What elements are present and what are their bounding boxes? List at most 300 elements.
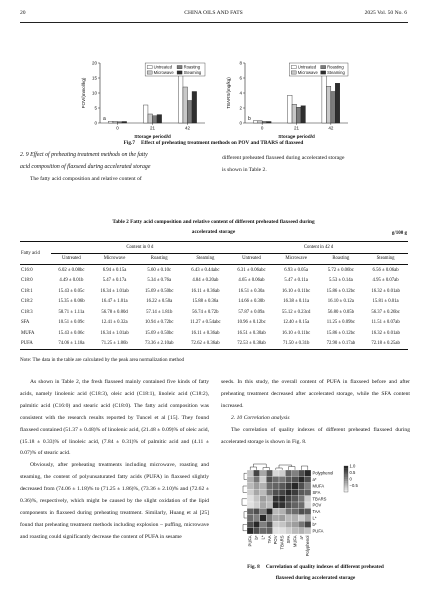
heatmap-cell xyxy=(247,496,253,502)
y-tick-label: 2 xyxy=(239,105,242,111)
heatmap-row-label: TAA xyxy=(312,509,321,515)
heatmap-cell xyxy=(305,502,311,508)
heatmap-cell xyxy=(285,508,291,514)
heatmap-cell xyxy=(247,483,253,489)
table2-subheader: Untreated xyxy=(229,253,274,265)
y-tick-label: 10 xyxy=(91,90,97,96)
heatmap-cell xyxy=(298,476,304,482)
heatmap-row-label: TBARS xyxy=(312,496,327,502)
y-axis-label: POV/(mmol/kg) xyxy=(81,77,86,109)
heatmap-cell xyxy=(279,521,285,527)
heatmap-cell xyxy=(273,521,279,527)
heatmap-cell xyxy=(253,528,259,534)
x-tick-label: 21 xyxy=(293,125,300,131)
heatmap-cell xyxy=(285,483,291,489)
colorbar-segment xyxy=(344,490,348,492)
heatmap-row-label: L* xyxy=(312,515,317,521)
section-2-9-title-line1: 2. 9 Effect of preheating treatment methods on the fatty xyxy=(20,152,148,158)
heatmap-cell xyxy=(266,521,272,527)
table-row xyxy=(20,265,408,276)
heatmap-cell xyxy=(260,508,266,514)
heatmap-cell xyxy=(292,515,298,521)
table2-title-line1: Table 2 Fatty acid composition and relative content of different preheated flaxseed during xyxy=(112,219,315,225)
legend-label: Untreated xyxy=(297,64,317,70)
dendrogram-branch xyxy=(244,473,247,479)
table2-value-cell: 55.12 ± 0.23cd xyxy=(281,309,311,315)
y-tick-label: 0 xyxy=(94,120,97,126)
table2-value-cell: 72.62 ± 0.36ab xyxy=(182,339,230,350)
colorbar-tick-label: 0.5 xyxy=(349,470,356,475)
heatmap-cell xyxy=(292,470,298,476)
heatmap-cell xyxy=(298,528,304,534)
table2-value-cell: 10.51 ± 0.09c xyxy=(58,320,85,326)
y-tick-label: 5 xyxy=(94,105,97,111)
bar xyxy=(322,71,326,123)
section-2-9-intro-right-line2: is shown in Table 2. xyxy=(222,166,267,173)
table2-value-cell: 16.34 ± 1.01ab xyxy=(100,288,129,294)
table-row xyxy=(20,276,408,287)
heatmap-cell xyxy=(298,470,304,476)
heatmap-cell xyxy=(247,508,253,514)
table2-value-cell: 6.94 ± 0.15a xyxy=(102,267,127,273)
bar xyxy=(288,95,292,123)
heatmap-cell xyxy=(292,483,298,489)
header-rule xyxy=(20,22,408,23)
fig8-caption-number: Fig. 8 xyxy=(247,564,260,570)
heatmap-cell xyxy=(266,502,272,508)
heatmap-cell xyxy=(285,470,291,476)
section-2-10-title: 2. 10 Correlation analysis xyxy=(231,414,290,421)
section-2-9-intro-right-line1: different preheated flaxseed during accelerated storage xyxy=(222,155,345,161)
bar xyxy=(113,122,118,124)
table2-value-cell: 71.50 ± 0.31b xyxy=(274,339,319,350)
colorbar-segment xyxy=(344,488,348,490)
fig7-caption xyxy=(0,140,427,146)
table2-fatty-acid-cell: C18:0 xyxy=(21,278,33,284)
heatmap-cell xyxy=(253,476,259,482)
heatmap-cell xyxy=(279,483,285,489)
legend-swatch xyxy=(147,66,152,69)
table2-note: Note: The data in the table are calculated by the peak area normalization method xyxy=(20,357,185,363)
page-number: 20 xyxy=(20,10,26,16)
heatmap-cell xyxy=(253,508,259,514)
y-axis-label: TBARS/(mg/kg) xyxy=(226,77,231,109)
colorbar-segment xyxy=(344,466,348,468)
table-row xyxy=(20,307,408,318)
table2-value-cell: 15.43 ± 0.06c xyxy=(58,330,85,336)
heatmap-cell xyxy=(279,496,285,502)
table2-value-cell: 15.81 ± 0.01a xyxy=(372,299,399,305)
table2-value-cell: 6.02 ± 0.08bc xyxy=(58,267,85,273)
y-tick-label: 20 xyxy=(91,60,97,66)
x-tick-label: 42 xyxy=(328,125,334,131)
table2-value-cell: 4.84 ± 0.20ab xyxy=(192,278,219,284)
heatmap-column-label: TAA xyxy=(266,535,272,544)
heatmap-cell xyxy=(305,489,311,495)
colorbar-tick-label: −0.5 xyxy=(349,483,358,488)
heatmap-cell xyxy=(253,515,259,521)
table2-subheader: Steaming xyxy=(363,253,408,265)
y-tick-label: 6 xyxy=(239,75,242,81)
table2-value-cell: 11.25 ± 0.09bc xyxy=(326,320,355,326)
heatmap-row-label: PUFA xyxy=(312,528,324,534)
table2-fatty-acid-cell: C18:2 xyxy=(21,299,33,305)
table2-value-cell: 56.80 ± 0.05b xyxy=(327,309,355,315)
heatmap-cell xyxy=(285,496,291,502)
heatmap-cell xyxy=(285,476,291,482)
heatmap-column-label: PUFA xyxy=(247,535,253,547)
legend-label: Roasting xyxy=(327,64,344,70)
bar xyxy=(153,116,158,123)
bar xyxy=(122,122,127,124)
heatmap-cell xyxy=(247,470,253,476)
bar xyxy=(178,74,183,124)
dendrogram-branch xyxy=(243,486,247,492)
heatmap-cell xyxy=(292,528,298,534)
table2-header-42d: Content in 42 d xyxy=(229,242,408,254)
table2-header-fatty-acid: Fatty acid xyxy=(20,242,51,265)
dendrogram-branch xyxy=(276,468,282,470)
heatmap-cell xyxy=(273,470,279,476)
heatmap-cell xyxy=(253,502,259,508)
section-2-9-intro-left: The fatty acid composition and relative content of xyxy=(30,175,142,182)
heatmap-cell xyxy=(298,515,304,521)
bar xyxy=(183,87,188,123)
heatmap-cell xyxy=(292,496,298,502)
heatmap-cell xyxy=(292,502,298,508)
heatmap-cell xyxy=(253,521,259,527)
x-tick-label: 21 xyxy=(149,125,156,131)
table2-value-cell: 16.10 ± 0.11bc xyxy=(282,288,311,294)
colorbar-segment xyxy=(344,479,348,481)
dendrogram-branch xyxy=(242,499,247,505)
heatmap-cell xyxy=(292,521,298,527)
table2-value-cell: 5.34 ± 0.76a xyxy=(147,278,172,284)
bar xyxy=(118,122,123,123)
heatmap-cell xyxy=(273,476,279,482)
table2-value-cell: 72.53 ± 0.38ab xyxy=(229,339,274,350)
heatmap-cell xyxy=(285,489,291,495)
table2-value-cell: 72.18 ± 0.25ab xyxy=(363,339,408,350)
heatmap-cell xyxy=(247,476,253,482)
fig8-caption xyxy=(221,562,410,584)
heatmap-cell xyxy=(298,508,304,514)
table2-fatty-acid-cell: C18:1 xyxy=(21,288,33,294)
table-row xyxy=(20,339,408,350)
heatmap-cell xyxy=(266,508,272,514)
table2-value-cell: 16.11 ± 0.36ab xyxy=(191,330,220,336)
table2-value-cell: 16.10 ± 0.12a xyxy=(327,299,354,305)
table2-value-cell: 56.78 ± 0.80d xyxy=(101,309,128,315)
legend-label: Microwave xyxy=(153,69,174,75)
bar xyxy=(292,104,296,123)
table2-header-0d: Content in 0 d xyxy=(51,242,230,254)
colorbar-segment xyxy=(344,468,348,470)
table2-value-cell: 16.32 ± 0.01ab xyxy=(371,330,400,336)
x-axis-label: Storage period/d xyxy=(278,134,315,139)
heatmap-cell xyxy=(285,521,291,527)
table2-fatty-acid-cell: C18:3 xyxy=(21,309,33,315)
legend-swatch xyxy=(321,66,326,69)
heatmap-cell xyxy=(260,502,266,508)
table2-value-cell: 58.71 ± 1.11a xyxy=(58,309,85,315)
table2-value-cell: 10.94 ± 0.72bc xyxy=(145,320,174,326)
table2-value-cell: 12.40 ± 0.15a xyxy=(283,320,310,326)
heatmap-cell xyxy=(305,528,311,534)
table2-value-cell: 5.47 ± 0.17a xyxy=(102,278,127,284)
legend-label: Roasting xyxy=(183,64,201,70)
heatmap-column-label: L* xyxy=(260,535,266,540)
heatmap-cell xyxy=(266,470,272,476)
table-row xyxy=(20,318,408,329)
table2-value-cell: 74.06 ± 1.18a xyxy=(51,339,93,350)
table2-value-cell: 16.32 ± 0.01ab xyxy=(371,288,400,294)
colorbar-segment xyxy=(344,475,348,477)
table2-value-cell: 6.31 ± 0.06abc xyxy=(237,267,266,273)
table2-value-cell: 6.56 ± 0.06ab xyxy=(372,267,399,273)
legend-label: Untreated xyxy=(153,64,173,70)
bar xyxy=(258,121,262,123)
heatmap-cell xyxy=(305,496,311,502)
right-column xyxy=(221,377,410,448)
heatmap-cell xyxy=(266,528,272,534)
table2-subheader: Roasting xyxy=(137,253,182,265)
table2-value-cell: 16.22 ± 0.50a xyxy=(146,299,173,305)
table2-value-cell: 57.14 ± 1.81b xyxy=(146,309,173,315)
y-tick-label: 15 xyxy=(91,75,97,81)
legend-swatch xyxy=(291,71,296,74)
table2-value-cell: 11.51 ± 0.07ab xyxy=(371,320,400,326)
bar xyxy=(188,101,193,124)
left-column xyxy=(20,377,209,544)
heatmap-cell xyxy=(279,515,285,521)
bar xyxy=(331,92,335,124)
heatmap-cell xyxy=(292,489,298,495)
legend-swatch xyxy=(177,71,182,74)
heatmap-cell xyxy=(279,489,285,495)
table2-value-cell: 5.60 ± 0.10c xyxy=(147,267,172,273)
table2-fatty-acid-cell: C16:0 xyxy=(21,267,33,273)
panel-label: b xyxy=(248,116,251,122)
table2-value-cell: 16.11 ± 0.36ab xyxy=(191,288,220,294)
dendrogram-branch xyxy=(301,466,307,470)
right-paragraph-1: seeds. In this study, the overall content of PUFA in flaxseed before and after preheating treatment decreased after accelerated storage, while the SFA content increased. xyxy=(221,379,410,409)
heatmap-column-label: TBARS xyxy=(279,535,285,550)
table2-value-cell: 15.69 ± 0.50bc xyxy=(145,330,174,336)
section-2-9-title-line2: acid composition of flaxseed during accelerated storage xyxy=(20,163,151,170)
legend-label: Steaming xyxy=(183,69,202,75)
heatmap-cell xyxy=(298,489,304,495)
heatmap-column-label: a* xyxy=(298,535,304,540)
heatmap-cell xyxy=(273,515,279,521)
dendrogram-branch xyxy=(243,524,247,530)
heatmap-cell xyxy=(266,515,272,521)
heatmap-cell xyxy=(260,483,266,489)
heatmap-cell xyxy=(273,483,279,489)
heatmap-cell xyxy=(260,521,266,527)
heatmap-cell xyxy=(266,483,272,489)
dendrogram-branch xyxy=(289,467,295,471)
left-paragraph-2: Obviously, after preheating treatments including microwave, roasting and steaming, the content of polyunsaturated fatty acids (PUFA) in flaxseed slightly decreased from (74.06 ± 1.18)% to (71.25 ± 1.86)%, (73.36 ± 2.10)% and (72.62 ± 0.36)%, respectively, which might be caused by the slight oxidation of the lipid components in flaxseed during preheating treatment. Similarly, Huang et al [25] found that preheating treatment methods including explosion – puffing, microwave and roasting could significantly decrease the content of PUFA in sesame xyxy=(20,462,209,540)
heatmap-cell xyxy=(247,489,253,495)
table2-fatty-acid-cell: MUFA xyxy=(21,330,35,336)
heatmap-cell xyxy=(279,470,285,476)
table2-title-line2: accelerated storage xyxy=(191,229,236,235)
x-tick-label: 0 xyxy=(260,125,264,131)
table2-value-cell: 10.96 ± 0.12bc xyxy=(237,320,266,326)
table2-value-cell: 12.41 ± 0.32a xyxy=(101,320,128,326)
fig7-caption-text: Effect of preheating treatment methods on POV and TBARS of flaxseed xyxy=(141,140,304,146)
legend-swatch xyxy=(147,71,152,74)
heatmap-cell xyxy=(298,496,304,502)
fig8-caption-line1: Correlation of quality indexes of different preheated xyxy=(265,564,384,570)
heatmap-cell xyxy=(260,515,266,521)
heatmap-cell xyxy=(285,515,291,521)
heatmap-cell xyxy=(298,502,304,508)
colorbar-segment xyxy=(344,477,348,479)
heatmap-cell xyxy=(273,496,279,502)
colorbar-segment xyxy=(344,481,348,483)
heatmap-cell xyxy=(273,502,279,508)
dendrogram-left xyxy=(242,473,247,531)
heatmap-cell xyxy=(279,528,285,534)
section-2-9-right xyxy=(222,153,412,177)
pov-bar-chart xyxy=(80,58,210,140)
legend-swatch xyxy=(177,66,182,69)
heatmap-cell xyxy=(292,476,298,482)
colorbar-segment xyxy=(344,470,348,472)
colorbar-tick-label: 1.0 xyxy=(349,463,356,469)
heatmap-cell xyxy=(260,470,266,476)
bar xyxy=(335,83,339,123)
table-row xyxy=(20,286,408,297)
table2-value-cell: 16.51 ± 0.30a xyxy=(238,288,265,294)
heatmap-cell xyxy=(298,483,304,489)
table2-value-cell: 14.66 ± 0.30b xyxy=(238,299,265,305)
bar xyxy=(297,107,301,123)
colorbar-segment xyxy=(344,473,348,475)
bar xyxy=(262,122,266,124)
colorbar-segment xyxy=(344,486,348,488)
tbars-bar-chart xyxy=(225,58,353,140)
y-tick-label: 8 xyxy=(239,60,242,66)
colorbar-segment xyxy=(344,483,348,485)
heatmap-cell xyxy=(305,476,311,482)
bar xyxy=(157,115,162,123)
table2-value-cell: 11.27 ± 0.54abc xyxy=(190,320,221,326)
table-row xyxy=(20,328,408,339)
heatmap-cell xyxy=(273,508,279,514)
heatmap-cell xyxy=(253,489,259,495)
bar xyxy=(267,122,271,124)
dendrogram-branch xyxy=(244,512,247,518)
heatmap-cell xyxy=(260,476,266,482)
table2-value-cell: 15.69 ± 0.50bc xyxy=(145,288,174,294)
table2-value-cell: 5.47 ± 0.11a xyxy=(284,278,308,284)
heatmap-column-label: b* xyxy=(254,535,259,540)
heatmap-column-label: POV xyxy=(273,535,279,545)
table2-value-cell: 71.25 ± 1.86b xyxy=(92,339,137,350)
table2 xyxy=(20,241,408,350)
table2-value-cell: 4.95 ± 0.07ab xyxy=(372,278,399,284)
table2-value-cell: 4.49 ± 0.01b xyxy=(59,278,84,284)
dendrogram-branch xyxy=(250,467,256,470)
heatmap-column-label: MUFA xyxy=(292,535,298,548)
heatmap-cell xyxy=(279,502,285,508)
table2-value-cell: 4.65 ± 0.06ab xyxy=(238,278,265,284)
heatmap-cell xyxy=(266,496,272,502)
heatmap-row-label: MUFA xyxy=(312,483,325,489)
table2-value-cell: 15.86 ± 0.12bc xyxy=(326,330,356,336)
legend-label: Microwave xyxy=(297,69,318,75)
heatmap-row-label: POV xyxy=(312,502,322,508)
heatmap-column-label: SFA xyxy=(286,535,291,544)
table2-value-cell: 57.87 ± 0.09a xyxy=(238,309,265,315)
table2-value-cell: 15.43 ± 0.05c xyxy=(58,288,85,294)
heatmap-cell xyxy=(247,502,253,508)
bar xyxy=(192,92,197,124)
table2-value-cell: 16.51 ± 0.30ab xyxy=(237,330,266,336)
colorbar-tick-label: 0 xyxy=(349,476,352,482)
heatmap-cell xyxy=(292,508,298,514)
table2-value-cell: 16.38 ± 0.11a xyxy=(283,299,310,305)
table2-value-cell: 5.72 ± 0.06bc xyxy=(327,267,354,273)
table2-fatty-acid-cell: SFA xyxy=(21,320,30,326)
heatmap-cell xyxy=(253,496,259,502)
heatmap-cell xyxy=(260,528,266,534)
journal-name: CHINA OILS AND FATS xyxy=(184,10,243,16)
heatmap-cell xyxy=(285,528,291,534)
heatmap-cell xyxy=(305,470,311,476)
fig8-caption-line2: flaxseed during accelerated storage xyxy=(275,575,356,581)
legend-swatch xyxy=(321,71,326,74)
correlation-heatmap xyxy=(229,460,409,558)
heatmap-cell xyxy=(266,476,272,482)
heatmap-cell xyxy=(298,521,304,527)
heatmap-cell xyxy=(260,496,266,502)
table-row xyxy=(20,297,408,308)
heatmap-cell xyxy=(305,521,311,527)
heatmap-column-label: Polyphenol xyxy=(305,535,311,557)
heatmap-cell xyxy=(266,489,272,495)
bar xyxy=(108,121,113,123)
left-paragraph-1: As shown in Table 2, the fresh flaxseed mainly contained five kinds of fatty acids, namely linolenic acid (C18:3), oleic acid (C18:1), linoleic acid (C18:2), palmitic acid (C16:0) and stearic acid (C18:0). The fatty acid composition was consistent with the research results reported by Tuncel et al [15]. They found flaxseed contained (51.37 ± 0.48)% of linolenic acid, (21.48 ± 0.09)% of oleic acid, (15.18 ± 0.33)% of linoleic acid, (7.84 ± 0.31)% of palmitic acid and (4.11 ± 0.07)% of stearic acid. xyxy=(20,379,209,457)
heatmap-cell xyxy=(279,476,285,482)
bar xyxy=(326,86,330,123)
heatmap-row-label: a* xyxy=(312,477,317,483)
heatmap-cell xyxy=(285,502,291,508)
table2-unit: g/100 g xyxy=(391,231,407,236)
bar xyxy=(253,121,257,123)
heatmap-cell xyxy=(305,515,311,521)
right-paragraph-2: The correlation of quality indexes of different preheated flaxseed during accelerated storage is shown in Fig. 8. xyxy=(221,426,410,445)
fig7-caption-number: Fig.7 xyxy=(123,140,135,146)
y-tick-label: 0 xyxy=(239,120,242,126)
table2-value-cell: 15.35 ± 0.06b xyxy=(58,299,85,305)
table2-fatty-acid-cell: PUFA xyxy=(20,339,51,350)
heatmap-cell xyxy=(253,470,259,476)
heatmap-cell xyxy=(305,508,311,514)
bar xyxy=(148,114,153,123)
x-axis-label: Storage period/d xyxy=(134,134,171,139)
heatmap-cell xyxy=(247,521,253,527)
table2-subheader: Microwave xyxy=(274,253,319,265)
table2-value-cell: 16.10 ± 0.11bc xyxy=(282,330,311,336)
heatmap-row-label: b* xyxy=(312,521,317,527)
heatmap-cell xyxy=(279,508,285,514)
heatmap-cell xyxy=(253,483,259,489)
table2-value-cell: 16.47 ± 1.01a xyxy=(101,299,128,305)
